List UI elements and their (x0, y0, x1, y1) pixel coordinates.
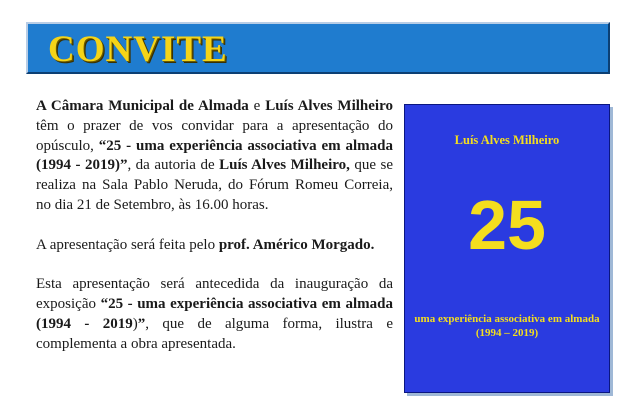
book-cover (404, 104, 610, 393)
paragraph-presenter: A apresentação será feita pelo prof. Américo Morgado. (36, 236, 375, 253)
exhibition-title: “25 - uma experiência associativa em almada (1994 - 2019 (36, 295, 393, 332)
author-name: Luís Alves Milheiro (265, 98, 393, 114)
cover-subtitle: uma experiência associativa em almada (1994 – 2019) (414, 313, 600, 339)
paragraph-invitation: A Câmara Municipal de Almada e Luís Alves Milheiro têm o prazer de vos convidar para a apresentação do opúsculo, “25 - uma experiência associativa em almada (1994 - 2019)”, da autoria de Luís Alves Milheiro, que se realiza na Sala Pablo Neruda, do Fórum Romeu Correia, no dia 21 de Setembro, às 16.00 horas. (36, 98, 393, 213)
invitation-text (36, 97, 393, 354)
header-banner (26, 22, 610, 74)
book-title: “25 - uma experiência associativa em almada (1994 - 2019)” (36, 137, 393, 174)
cover-author: Luís Alves Milheiro (454, 133, 560, 147)
page-title: CONVITE (48, 29, 228, 70)
cover-number: 25 (468, 186, 546, 264)
paragraph-exhibition: Esta apresentação será antecedida da inauguração da exposição “25 - uma experiência associativa em almada (1994 - 2019)”, que de alguma forma, ilustra e complementa a obra apresentada. (36, 276, 393, 352)
host-organization: A Câmara Municipal de Almada (36, 98, 249, 114)
presenter-name: prof. Américo Morgado. (218, 236, 375, 253)
event-details: que se realiza na Sala Pablo Neruda, do Fórum Romeu Correia, no dia 21 de Setembro, às 16.00 horas. (36, 157, 393, 213)
author-name-2: Luís Alves Milheiro, (219, 157, 350, 174)
